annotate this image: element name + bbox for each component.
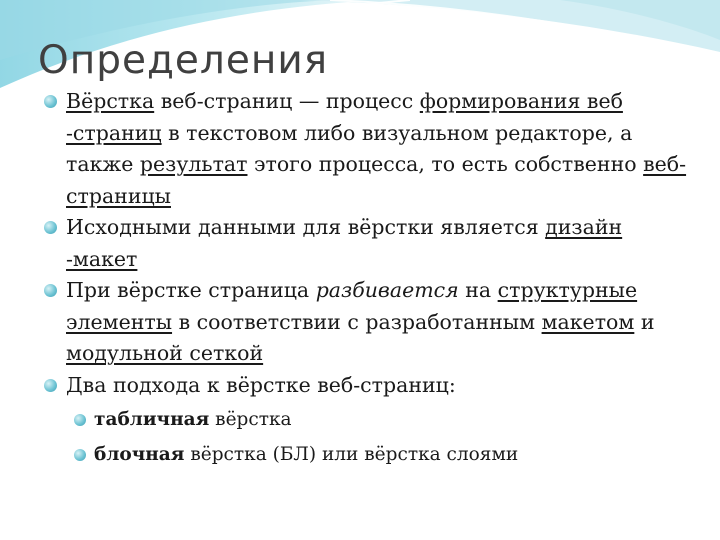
bullet-icon — [44, 379, 57, 392]
link-text[interactable]: результат — [139, 152, 248, 176]
bullet-text: в соответствии с разработанным — [172, 309, 542, 334]
bullet-text: Исходными данными для вёрстки является — [66, 215, 546, 239]
link-text[interactable]: дизайн — [545, 215, 623, 239]
link-text[interactable]: -страниц — [66, 120, 162, 145]
bullet-icon — [44, 221, 57, 234]
bold-term: блочная — [94, 443, 185, 465]
sub-bullet-item — [74, 404, 702, 436]
bullet-text: При вёрстке страница — [66, 278, 316, 302]
link-text[interactable]: макетом — [541, 309, 635, 334]
link-text[interactable]: -макет — [66, 246, 138, 271]
sub-bullet-text: вёрстка (БЛ) или вёрстка слоями — [184, 443, 519, 465]
bullet-item — [42, 370, 702, 402]
content — [42, 86, 702, 470]
bullet-icon — [44, 95, 57, 108]
link-text[interactable]: веб-страницы — [66, 152, 687, 208]
bullet-text: этого процесса, то есть собственно — [247, 152, 644, 176]
bullet-text: веб-страниц — процесс — [154, 89, 420, 113]
sub-bullet-item — [74, 439, 702, 471]
bullet-text: Два подхода к вёрстке веб-страниц: — [66, 372, 456, 397]
bullet-item — [42, 212, 702, 275]
bullet-item — [42, 275, 702, 370]
link-text[interactable]: Вёрстка — [66, 89, 155, 113]
bullet-icon — [74, 414, 86, 426]
bullet-icon — [44, 284, 57, 297]
bullet-text: и — [634, 309, 655, 334]
link-text[interactable]: формирования веб — [419, 89, 623, 113]
bullet-text: на — [458, 278, 498, 302]
bullet-icon — [74, 449, 86, 461]
sub-bullet-text: вёрстка — [209, 409, 292, 430]
bullet-text: в текстовом либо визуальном редакторе, а также — [66, 120, 633, 176]
bold-term: табличная — [94, 409, 210, 430]
bullet-item — [42, 86, 702, 212]
link-text[interactable]: структурные элементы — [66, 278, 638, 334]
slide-title: Определения — [38, 38, 329, 83]
emphasis-text: разбивается — [315, 278, 459, 302]
link-text[interactable]: модульной сеткой — [66, 341, 264, 365]
